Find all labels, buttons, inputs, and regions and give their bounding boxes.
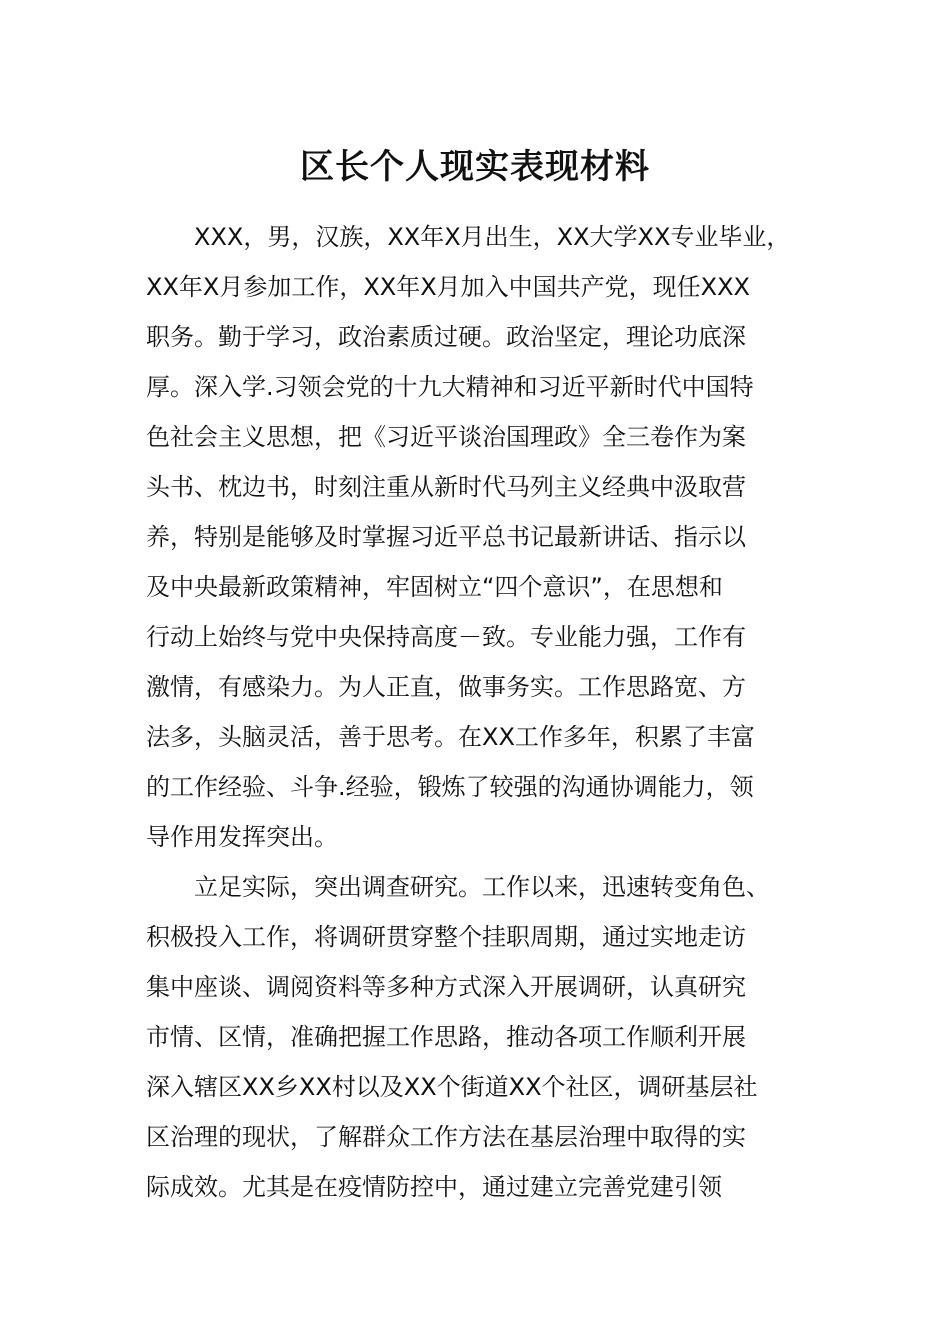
paragraph-line: 集中座谈、调阅资料等多种方式深入开展调研，认真研究 bbox=[146, 973, 746, 1001]
paragraph-line: 际成效。尤其是在疫情防控中，通过建立完善党建引领 bbox=[146, 1173, 722, 1201]
paragraph-line: 法多，头脑灵活，善于思考。在XX工作多年，积累了丰富 bbox=[146, 723, 755, 751]
paragraph-line: 区治理的现状，了解群众工作方法在基层治理中取得的实 bbox=[146, 1123, 746, 1151]
paragraph-line: XXX，男，汉族，XX年X月出生，XX大学XX专业毕业， bbox=[194, 223, 791, 251]
paragraph-line: XX年X月参加工作，XX年X月加入中国共产党，现任XXX bbox=[146, 273, 750, 301]
paragraph-line: 行动上始终与党中央保持高度－致。专业能力强，工作有 bbox=[146, 623, 746, 651]
paragraph-line: 深入辖区XX乡XX村以及XX个街道XX个社区，调研基层社 bbox=[146, 1073, 758, 1101]
paragraph-line: 职务。勤于学习，政治素质过硬。政治坚定，理论功底深 bbox=[146, 323, 746, 351]
paragraph-line: 及中央最新政策精神，牢固树立“四个意识”，在思想和 bbox=[146, 573, 723, 601]
paragraph-line: 养，特别是能够及时掌握习近平总书记最新讲话、指示以 bbox=[146, 523, 746, 551]
paragraph-line: 的工作经验、斗争.经验，锻炼了较强的沟通协调能力，领 bbox=[146, 773, 754, 801]
paragraph-line: 激情，有感染力。为人正直，做事务实。工作思路宽、方 bbox=[146, 673, 746, 701]
paragraph-line: 立足实际，突出调查研究。工作以来，迅速转变角色、 bbox=[194, 873, 770, 901]
paragraph-line: 积极投入工作，将调研贯穿整个挂职周期，通过实地走访 bbox=[146, 923, 746, 951]
paragraph-line: 市情、区情，准确把握工作思路，推动各项工作顺利开展 bbox=[146, 1023, 746, 1051]
paragraph-line: 头书、枕边书，时刻注重从新时代马列主义经典中汲取营 bbox=[146, 473, 746, 501]
paragraph-line: 色社会主义思想，把《习近平谈治国理政》全三卷作为案 bbox=[146, 423, 746, 451]
paragraph-line: 厚。深入学.习领会党的十九大精神和习近平新时代中国特 bbox=[146, 373, 754, 401]
document-title: 区长个人现实表现材料 bbox=[300, 147, 650, 187]
paragraph-line: 导作用发挥突出。 bbox=[146, 823, 338, 851]
